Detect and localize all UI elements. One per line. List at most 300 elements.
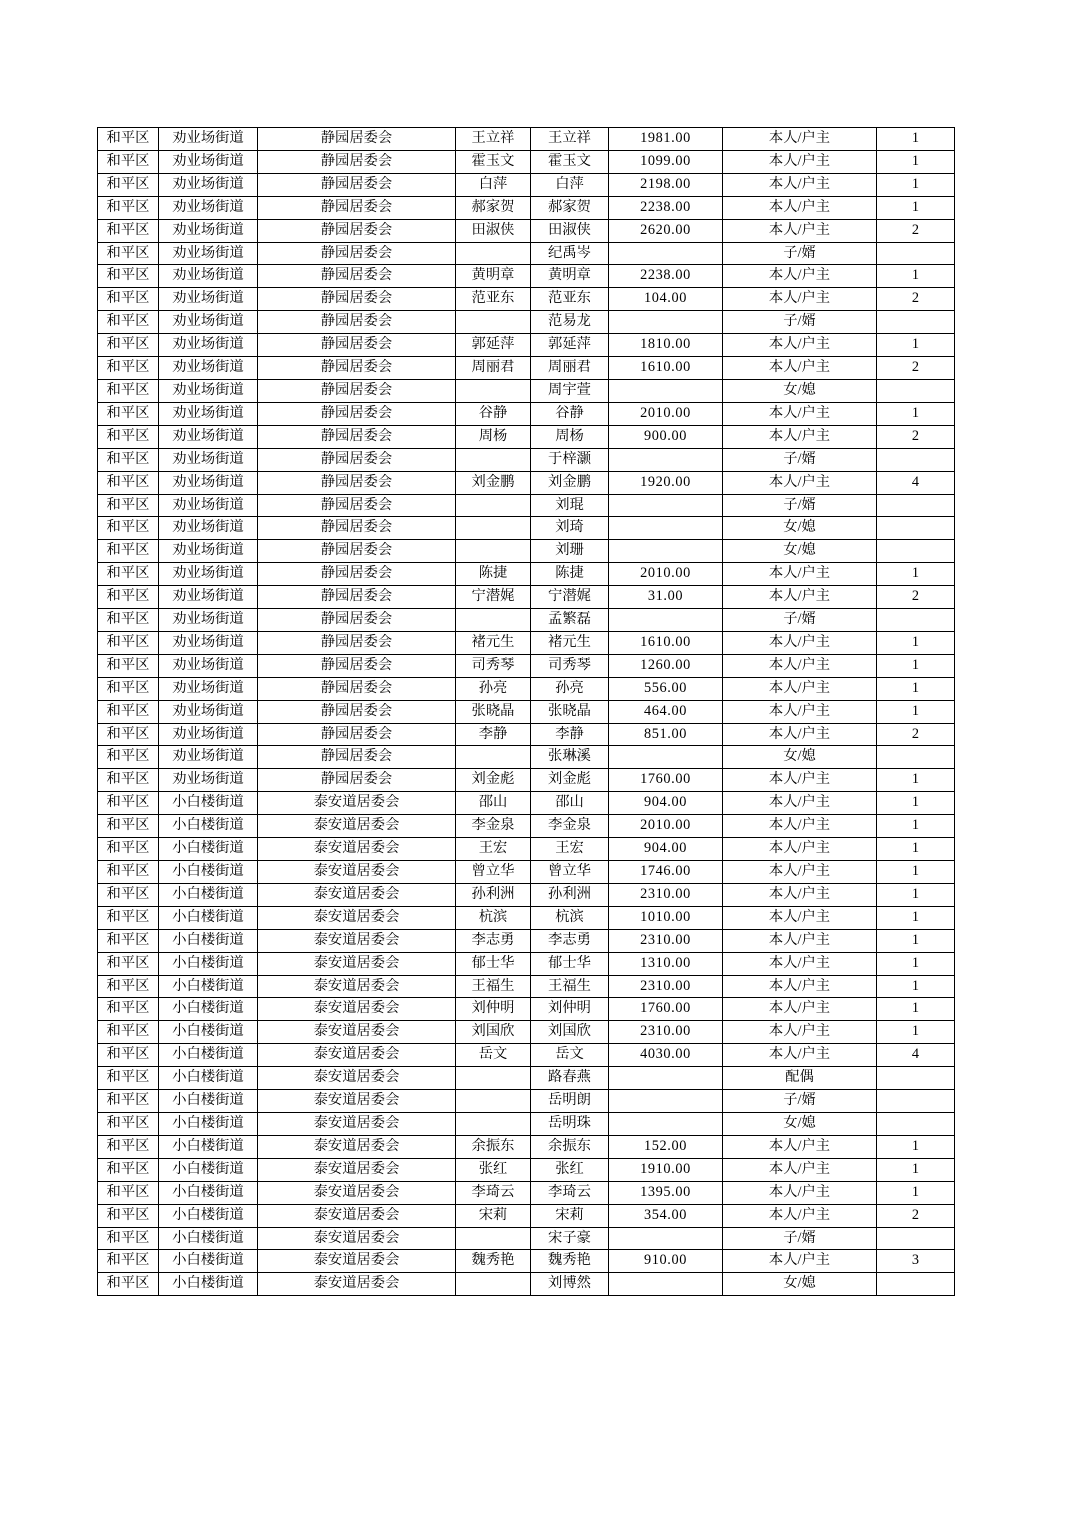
cell-count: 1 [877,173,955,196]
cell-applicant: 曾立华 [456,861,531,884]
cell-committee: 静园居委会 [258,723,456,746]
cell-street: 劝业场街道 [159,242,258,265]
cell-relation: 子/婿 [723,609,877,632]
cell-member: 周丽君 [531,357,609,380]
cell-count: 1 [877,128,955,151]
cell-count: 1 [877,654,955,677]
cell-district: 和平区 [98,838,159,861]
table-row [98,1135,955,1158]
table-row [98,1021,955,1044]
cell-relation: 子/婿 [723,448,877,471]
cell-district: 和平区 [98,769,159,792]
cell-committee: 泰安道居委会 [258,792,456,815]
cell-street: 劝业场街道 [159,219,258,242]
cell-count: 1 [877,1181,955,1204]
cell-amount [609,311,723,334]
cell-street: 劝业场街道 [159,540,258,563]
cell-amount [609,746,723,769]
table-row [98,1250,955,1273]
cell-member: 郝家贺 [531,196,609,219]
subsidy-recipients-table-container [97,127,954,1296]
table-row [98,792,955,815]
cell-member: 刘金彪 [531,769,609,792]
cell-applicant [456,517,531,540]
cell-committee: 泰安道居委会 [258,861,456,884]
cell-street: 劝业场街道 [159,700,258,723]
table-row [98,586,955,609]
cell-count: 1 [877,1135,955,1158]
cell-amount: 1099.00 [609,150,723,173]
cell-amount: 1310.00 [609,952,723,975]
cell-member: 郁士华 [531,952,609,975]
cell-amount [609,379,723,402]
cell-street: 劝业场街道 [159,517,258,540]
cell-member: 褚元生 [531,631,609,654]
cell-applicant: 李琦云 [456,1181,531,1204]
cell-district: 和平区 [98,609,159,632]
cell-applicant: 田淑侠 [456,219,531,242]
cell-street: 小白楼街道 [159,906,258,929]
cell-member: 谷静 [531,402,609,425]
cell-amount: 2010.00 [609,563,723,586]
cell-amount: 1610.00 [609,357,723,380]
cell-relation: 本人/户主 [723,196,877,219]
cell-committee: 静园居委会 [258,631,456,654]
cell-amount: 2310.00 [609,975,723,998]
cell-count: 1 [877,838,955,861]
table-row [98,128,955,151]
cell-relation: 女/媳 [723,517,877,540]
cell-applicant: 王福生 [456,975,531,998]
cell-district: 和平区 [98,1135,159,1158]
cell-district: 和平区 [98,219,159,242]
cell-committee: 静园居委会 [258,517,456,540]
cell-amount: 910.00 [609,1250,723,1273]
cell-street: 劝业场街道 [159,723,258,746]
cell-relation: 女/媳 [723,379,877,402]
cell-street: 劝业场街道 [159,448,258,471]
cell-street: 小白楼街道 [159,1135,258,1158]
table-row [98,700,955,723]
cell-member: 岳文 [531,1044,609,1067]
cell-amount: 2238.00 [609,265,723,288]
cell-relation: 本人/户主 [723,586,877,609]
cell-applicant: 郁士华 [456,952,531,975]
cell-relation: 本人/户主 [723,128,877,151]
cell-committee: 静园居委会 [258,448,456,471]
table-row [98,540,955,563]
cell-count: 1 [877,815,955,838]
cell-committee: 静园居委会 [258,242,456,265]
table-row [98,1204,955,1227]
cell-applicant: 黄明章 [456,265,531,288]
cell-amount [609,1090,723,1113]
cell-street: 劝业场街道 [159,334,258,357]
table-body [98,128,955,1296]
cell-committee: 静园居委会 [258,265,456,288]
table-row [98,1273,955,1296]
cell-count [877,1112,955,1135]
cell-applicant [456,609,531,632]
table-row [98,769,955,792]
cell-applicant: 陈捷 [456,563,531,586]
cell-district: 和平区 [98,494,159,517]
cell-member: 孟繁磊 [531,609,609,632]
cell-district: 和平区 [98,402,159,425]
cell-applicant: 刘国欣 [456,1021,531,1044]
cell-district: 和平区 [98,173,159,196]
cell-count: 1 [877,631,955,654]
cell-count [877,517,955,540]
cell-relation: 本人/户主 [723,150,877,173]
cell-committee: 静园居委会 [258,128,456,151]
cell-street: 劝业场街道 [159,425,258,448]
cell-count: 1 [877,1021,955,1044]
cell-relation: 本人/户主 [723,563,877,586]
cell-street: 小白楼街道 [159,1090,258,1113]
cell-count [877,540,955,563]
cell-relation: 子/婿 [723,1090,877,1113]
cell-street: 劝业场街道 [159,654,258,677]
cell-member: 刘国欣 [531,1021,609,1044]
cell-relation: 本人/户主 [723,357,877,380]
cell-relation: 本人/户主 [723,288,877,311]
subsidy-recipients-table [97,127,955,1296]
cell-relation: 子/婿 [723,242,877,265]
cell-street: 劝业场街道 [159,128,258,151]
cell-committee: 静园居委会 [258,196,456,219]
cell-street: 小白楼街道 [159,838,258,861]
cell-relation: 本人/户主 [723,792,877,815]
cell-district: 和平区 [98,448,159,471]
cell-applicant [456,448,531,471]
cell-relation: 本人/户主 [723,1158,877,1181]
cell-member: 白萍 [531,173,609,196]
cell-relation: 本人/户主 [723,815,877,838]
cell-count [877,448,955,471]
cell-district: 和平区 [98,1250,159,1273]
cell-count: 1 [877,334,955,357]
cell-street: 劝业场街道 [159,471,258,494]
cell-member: 范易龙 [531,311,609,334]
cell-street: 劝业场街道 [159,563,258,586]
cell-amount: 464.00 [609,700,723,723]
table-row [98,288,955,311]
cell-count: 1 [877,952,955,975]
cell-count [877,1067,955,1090]
cell-amount: 1760.00 [609,769,723,792]
cell-street: 劝业场街道 [159,196,258,219]
cell-amount: 2620.00 [609,219,723,242]
cell-member: 司秀琴 [531,654,609,677]
cell-member: 刘金鹏 [531,471,609,494]
cell-member: 岳明珠 [531,1112,609,1135]
cell-committee: 泰安道居委会 [258,929,456,952]
cell-district: 和平区 [98,586,159,609]
cell-committee: 静园居委会 [258,334,456,357]
cell-relation: 本人/户主 [723,838,877,861]
cell-count [877,242,955,265]
cell-count [877,746,955,769]
cell-street: 劝业场街道 [159,609,258,632]
table-row [98,517,955,540]
cell-applicant [456,311,531,334]
cell-member: 田淑侠 [531,219,609,242]
cell-member: 孙亮 [531,677,609,700]
cell-committee: 静园居委会 [258,746,456,769]
cell-amount: 1920.00 [609,471,723,494]
cell-applicant [456,494,531,517]
cell-street: 小白楼街道 [159,952,258,975]
table-row [98,494,955,517]
cell-amount: 2310.00 [609,1021,723,1044]
cell-district: 和平区 [98,357,159,380]
cell-member: 余振东 [531,1135,609,1158]
cell-relation: 本人/户主 [723,883,877,906]
table-row [98,196,955,219]
cell-applicant: 范亚东 [456,288,531,311]
cell-district: 和平区 [98,677,159,700]
cell-amount: 904.00 [609,838,723,861]
cell-relation: 子/婿 [723,311,877,334]
cell-applicant: 邵山 [456,792,531,815]
cell-applicant: 余振东 [456,1135,531,1158]
cell-street: 小白楼街道 [159,929,258,952]
cell-member: 刘琦 [531,517,609,540]
cell-district: 和平区 [98,906,159,929]
cell-applicant: 宋莉 [456,1204,531,1227]
cell-amount [609,242,723,265]
table-row [98,311,955,334]
cell-count: 1 [877,861,955,884]
cell-member: 刘珊 [531,540,609,563]
cell-amount: 4030.00 [609,1044,723,1067]
table-row [98,883,955,906]
cell-district: 和平区 [98,746,159,769]
cell-street: 小白楼街道 [159,1044,258,1067]
cell-street: 劝业场街道 [159,288,258,311]
table-row [98,563,955,586]
cell-district: 和平区 [98,1021,159,1044]
cell-applicant [456,1090,531,1113]
cell-committee: 静园居委会 [258,677,456,700]
cell-street: 小白楼街道 [159,998,258,1021]
cell-applicant: 白萍 [456,173,531,196]
table-row [98,654,955,677]
table-row [98,609,955,632]
cell-committee: 泰安道居委会 [258,1250,456,1273]
cell-applicant: 宁潜娓 [456,586,531,609]
table-row [98,815,955,838]
cell-member: 李金泉 [531,815,609,838]
cell-relation: 女/媳 [723,1273,877,1296]
cell-committee: 静园居委会 [258,540,456,563]
cell-count [877,609,955,632]
cell-applicant: 刘仲明 [456,998,531,1021]
cell-member: 岳明朗 [531,1090,609,1113]
cell-member: 邵山 [531,792,609,815]
cell-relation: 本人/户主 [723,1250,877,1273]
cell-count: 1 [877,265,955,288]
cell-relation: 本人/户主 [723,861,877,884]
cell-street: 小白楼街道 [159,1067,258,1090]
cell-district: 和平区 [98,517,159,540]
cell-count [877,494,955,517]
cell-amount: 1746.00 [609,861,723,884]
cell-member: 张红 [531,1158,609,1181]
cell-applicant: 杭滨 [456,906,531,929]
cell-member: 王立祥 [531,128,609,151]
table-row [98,975,955,998]
cell-amount [609,609,723,632]
cell-member: 李静 [531,723,609,746]
cell-count: 2 [877,723,955,746]
cell-street: 劝业场街道 [159,265,258,288]
cell-committee: 泰安道居委会 [258,815,456,838]
cell-applicant: 李志勇 [456,929,531,952]
cell-applicant: 魏秀艳 [456,1250,531,1273]
cell-count: 1 [877,906,955,929]
cell-amount [609,540,723,563]
cell-count: 1 [877,1158,955,1181]
cell-committee: 泰安道居委会 [258,1135,456,1158]
cell-count: 1 [877,929,955,952]
cell-committee: 静园居委会 [258,379,456,402]
cell-committee: 静园居委会 [258,586,456,609]
cell-amount [609,448,723,471]
cell-district: 和平区 [98,1158,159,1181]
cell-applicant: 霍玉文 [456,150,531,173]
cell-member: 张晓晶 [531,700,609,723]
cell-district: 和平区 [98,1273,159,1296]
cell-applicant: 谷静 [456,402,531,425]
cell-applicant: 岳文 [456,1044,531,1067]
cell-count: 1 [877,792,955,815]
cell-amount: 1810.00 [609,334,723,357]
cell-applicant: 周丽君 [456,357,531,380]
cell-relation: 本人/户主 [723,1021,877,1044]
cell-street: 小白楼街道 [159,1227,258,1250]
cell-member: 宋子豪 [531,1227,609,1250]
cell-street: 劝业场街道 [159,769,258,792]
cell-committee: 泰安道居委会 [258,1273,456,1296]
cell-applicant: 司秀琴 [456,654,531,677]
cell-street: 劝业场街道 [159,357,258,380]
table-row [98,379,955,402]
cell-district: 和平区 [98,792,159,815]
cell-amount [609,1112,723,1135]
cell-applicant [456,1112,531,1135]
cell-amount: 152.00 [609,1135,723,1158]
cell-applicant [456,1227,531,1250]
cell-relation: 本人/户主 [723,631,877,654]
table-row [98,861,955,884]
cell-district: 和平区 [98,861,159,884]
cell-street: 小白楼街道 [159,861,258,884]
cell-district: 和平区 [98,1112,159,1135]
cell-committee: 静园居委会 [258,471,456,494]
cell-committee: 静园居委会 [258,402,456,425]
cell-amount: 1910.00 [609,1158,723,1181]
cell-member: 郭延萍 [531,334,609,357]
cell-relation: 本人/户主 [723,1135,877,1158]
table-row [98,723,955,746]
cell-member: 纪禹岑 [531,242,609,265]
cell-committee: 静园居委会 [258,769,456,792]
cell-member: 刘博然 [531,1273,609,1296]
cell-district: 和平区 [98,288,159,311]
cell-street: 小白楼街道 [159,1158,258,1181]
cell-count: 4 [877,471,955,494]
cell-relation: 本人/户主 [723,952,877,975]
cell-amount: 2010.00 [609,402,723,425]
cell-relation: 本人/户主 [723,723,877,746]
cell-applicant: 刘金鹏 [456,471,531,494]
cell-count: 1 [877,196,955,219]
table-row [98,929,955,952]
cell-applicant: 李静 [456,723,531,746]
cell-street: 小白楼街道 [159,792,258,815]
cell-committee: 泰安道居委会 [258,838,456,861]
cell-relation: 子/婿 [723,494,877,517]
cell-district: 和平区 [98,952,159,975]
cell-amount: 1010.00 [609,906,723,929]
cell-district: 和平区 [98,1044,159,1067]
cell-street: 小白楼街道 [159,815,258,838]
cell-amount: 904.00 [609,792,723,815]
cell-committee: 泰安道居委会 [258,906,456,929]
table-row [98,1067,955,1090]
cell-street: 劝业场街道 [159,173,258,196]
cell-count: 2 [877,586,955,609]
cell-district: 和平区 [98,975,159,998]
cell-amount: 31.00 [609,586,723,609]
cell-district: 和平区 [98,723,159,746]
cell-committee: 泰安道居委会 [258,952,456,975]
cell-count: 1 [877,563,955,586]
cell-count: 3 [877,1250,955,1273]
cell-relation: 女/媳 [723,1112,877,1135]
cell-street: 劝业场街道 [159,631,258,654]
cell-relation: 本人/户主 [723,929,877,952]
cell-applicant: 王宏 [456,838,531,861]
cell-street: 劝业场街道 [159,494,258,517]
cell-amount: 354.00 [609,1204,723,1227]
cell-applicant: 王立祥 [456,128,531,151]
cell-relation: 本人/户主 [723,654,877,677]
table-row [98,425,955,448]
cell-count: 1 [877,998,955,1021]
cell-district: 和平区 [98,929,159,952]
cell-amount: 2010.00 [609,815,723,838]
cell-applicant [456,746,531,769]
cell-amount: 556.00 [609,677,723,700]
cell-member: 陈捷 [531,563,609,586]
cell-amount [609,517,723,540]
cell-amount: 2310.00 [609,883,723,906]
cell-committee: 静园居委会 [258,609,456,632]
cell-street: 小白楼街道 [159,883,258,906]
cell-committee: 泰安道居委会 [258,1227,456,1250]
cell-district: 和平区 [98,1090,159,1113]
cell-amount [609,1227,723,1250]
cell-district: 和平区 [98,379,159,402]
cell-applicant: 孙亮 [456,677,531,700]
cell-district: 和平区 [98,196,159,219]
cell-district: 和平区 [98,1227,159,1250]
cell-relation: 本人/户主 [723,769,877,792]
cell-street: 劝业场街道 [159,379,258,402]
